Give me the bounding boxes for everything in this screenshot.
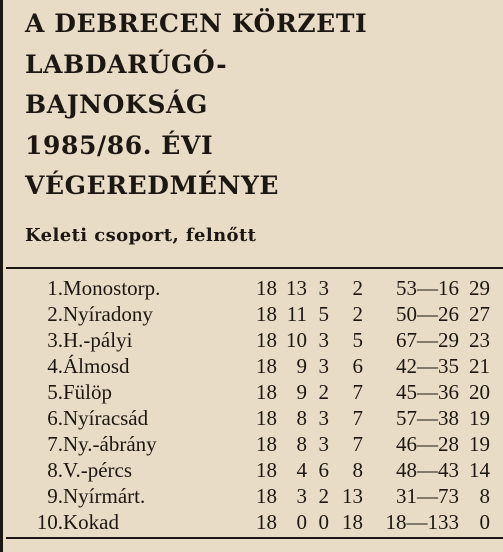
cell-played: 18 bbox=[256, 380, 277, 404]
group-subtitle: Keleti csoport, felnőtt bbox=[25, 225, 257, 246]
table-row bbox=[25, 405, 490, 431]
cell-lost: 6 bbox=[352, 354, 363, 378]
cell-rank: 5. bbox=[47, 380, 63, 404]
cell-drawn: 3 bbox=[318, 328, 329, 352]
cell-played: 18 bbox=[256, 302, 277, 326]
cell-won: 11 bbox=[286, 302, 307, 326]
cell-goals: 42—35 bbox=[396, 354, 459, 378]
cell-goals: 31—73 bbox=[396, 484, 459, 508]
cell-team: Kokad bbox=[63, 510, 119, 534]
cell-goals: 67—29 bbox=[396, 328, 459, 352]
title-line: 1985/86. ÉVI bbox=[25, 130, 214, 160]
cell-points: 23 bbox=[469, 328, 490, 352]
cell-played: 18 bbox=[256, 354, 277, 378]
table-row bbox=[25, 353, 490, 379]
cell-goals: 53—16 bbox=[396, 276, 459, 300]
cell-won: 8 bbox=[296, 432, 307, 456]
cell-drawn: 3 bbox=[318, 276, 329, 300]
cell-lost: 13 bbox=[342, 484, 363, 508]
cell-drawn: 3 bbox=[318, 432, 329, 456]
cell-points: 14 bbox=[469, 458, 490, 482]
cell-team: Nyíradony bbox=[63, 302, 153, 326]
cell-team: H.-pályi bbox=[63, 328, 133, 352]
cell-goals: 18—133 bbox=[385, 510, 459, 534]
article-title bbox=[25, 4, 495, 207]
cell-team: Ny.-ábrány bbox=[63, 432, 157, 456]
cell-lost: 8 bbox=[352, 458, 363, 482]
cell-rank: 2. bbox=[47, 302, 63, 326]
title-line: VÉGEREDMÉNYE bbox=[25, 171, 280, 200]
cell-points: 8 bbox=[479, 484, 490, 508]
cell-lost: 7 bbox=[352, 380, 363, 404]
cell-drawn: 2 bbox=[318, 380, 329, 404]
cell-played: 18 bbox=[256, 406, 277, 430]
cell-played: 18 bbox=[256, 510, 277, 534]
table-row bbox=[25, 275, 490, 301]
cell-goals: 46—28 bbox=[396, 432, 459, 456]
table-row bbox=[25, 509, 490, 535]
table-row bbox=[25, 457, 490, 483]
cell-lost: 7 bbox=[352, 432, 363, 456]
cell-rank: 9. bbox=[47, 484, 63, 508]
cell-points: 29 bbox=[469, 276, 490, 300]
bottom-divider bbox=[6, 537, 503, 539]
cell-rank: 4. bbox=[47, 354, 63, 378]
cell-won: 9 bbox=[296, 354, 307, 378]
cell-team: Monostorp. bbox=[63, 276, 161, 300]
cell-rank: 8. bbox=[47, 458, 63, 482]
cell-drawn: 0 bbox=[318, 510, 329, 534]
table-row bbox=[25, 327, 490, 353]
cell-points: 19 bbox=[469, 432, 490, 456]
cell-team: Álmosd bbox=[63, 354, 130, 378]
cell-rank: 6. bbox=[47, 406, 63, 430]
cell-drawn: 5 bbox=[318, 302, 329, 326]
cell-goals: 45—36 bbox=[396, 380, 459, 404]
table-row bbox=[25, 379, 490, 405]
standings-table bbox=[25, 275, 490, 535]
cell-lost: 2 bbox=[352, 302, 363, 326]
cell-points: 19 bbox=[469, 406, 490, 430]
cell-lost: 2 bbox=[352, 276, 363, 300]
cell-team: Nyírmárt. bbox=[63, 484, 146, 508]
cell-played: 18 bbox=[256, 458, 277, 482]
top-divider bbox=[6, 267, 503, 269]
cell-lost: 7 bbox=[352, 406, 363, 430]
title-line: A DEBRECEN KÖRZETI bbox=[25, 9, 368, 38]
cell-goals: 48—43 bbox=[396, 458, 459, 482]
cell-played: 18 bbox=[256, 276, 277, 300]
cell-drawn: 6 bbox=[318, 458, 329, 482]
cell-drawn: 2 bbox=[318, 484, 329, 508]
cell-won: 9 bbox=[296, 380, 307, 404]
cell-team: V.-pércs bbox=[63, 458, 133, 482]
cell-goals: 50—26 bbox=[396, 302, 459, 326]
cell-drawn: 3 bbox=[318, 354, 329, 378]
cell-rank: 1. bbox=[47, 276, 63, 300]
cell-lost: 18 bbox=[342, 510, 363, 534]
cell-played: 18 bbox=[256, 484, 277, 508]
cell-rank: 3. bbox=[47, 328, 63, 352]
cell-team: Fülöp bbox=[63, 380, 113, 404]
cell-lost: 5 bbox=[352, 328, 363, 352]
cell-points: 20 bbox=[469, 380, 490, 404]
cell-won: 8 bbox=[296, 406, 307, 430]
cell-played: 18 bbox=[256, 328, 277, 352]
cell-goals: 57—38 bbox=[396, 406, 459, 430]
cell-rank: 10. bbox=[36, 510, 63, 534]
cell-won: 3 bbox=[296, 484, 307, 508]
cell-won: 13 bbox=[286, 276, 307, 300]
cell-rank: 7. bbox=[47, 432, 63, 456]
cell-drawn: 3 bbox=[318, 406, 329, 430]
cell-points: 27 bbox=[469, 302, 490, 326]
cell-won: 0 bbox=[296, 510, 307, 534]
cell-won: 10 bbox=[286, 328, 307, 352]
table-row bbox=[25, 483, 490, 509]
cell-team: Nyíracsád bbox=[63, 406, 149, 430]
standings-body bbox=[25, 275, 490, 535]
title-line: BAJNOKSÁG bbox=[25, 90, 208, 119]
cell-won: 4 bbox=[296, 458, 307, 482]
cell-points: 21 bbox=[469, 354, 490, 378]
cell-points: 0 bbox=[479, 510, 490, 534]
table-row bbox=[25, 301, 490, 327]
title-line: LABDARÚGÓ- bbox=[25, 49, 228, 79]
cell-played: 18 bbox=[256, 432, 277, 456]
table-row bbox=[25, 431, 490, 457]
